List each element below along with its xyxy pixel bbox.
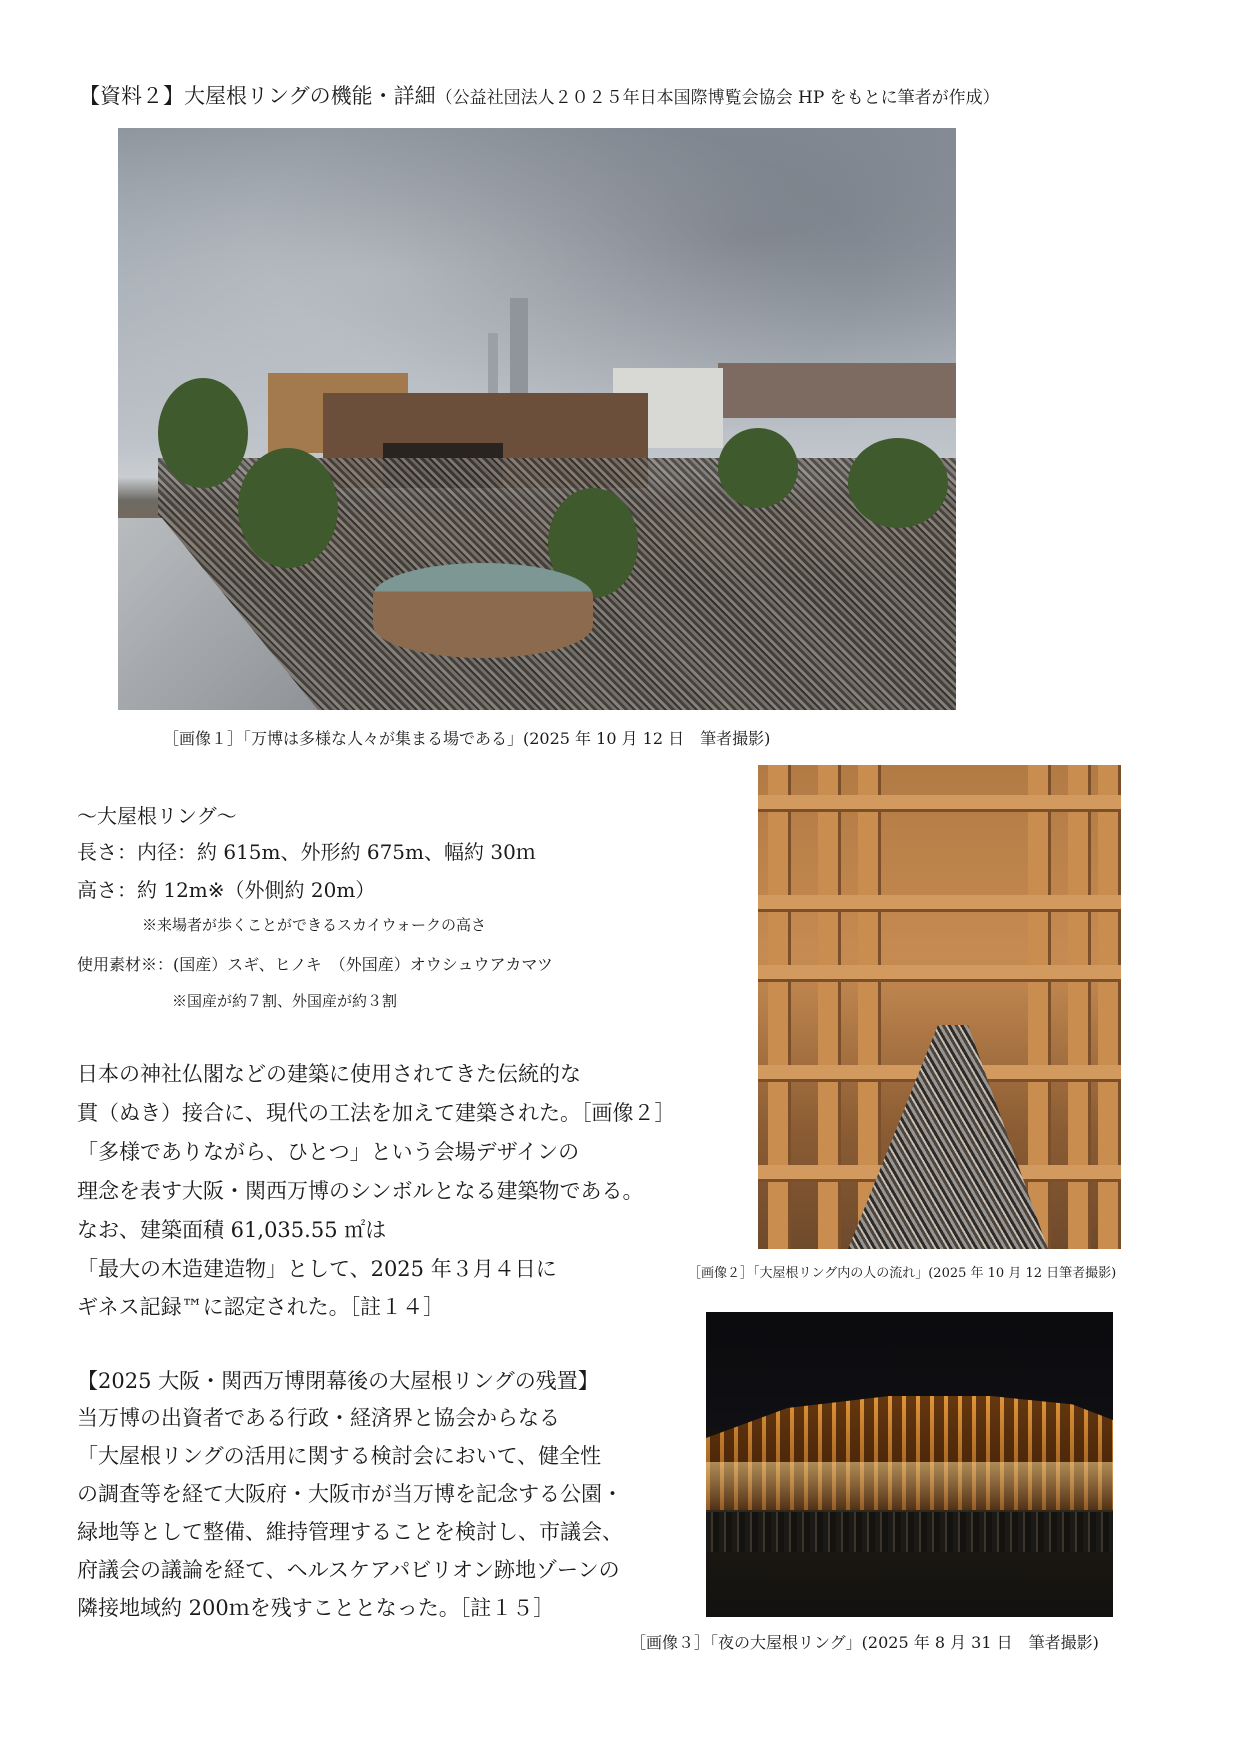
ring-materials: 使用素材※：(国産）スギ、ヒノキ （外国産）オウシュウアカマツ (77, 955, 553, 974)
body-line: 「多様でありながら、ひとつ」という会場デザインの (77, 1140, 580, 1164)
photo-ring-night (706, 1312, 1113, 1617)
section-line: 緑地等として整備、維持管理することを検討し、市議会、 (77, 1520, 623, 1544)
photo-ring-interior (758, 765, 1121, 1249)
photo-crowd-expo-site (118, 128, 956, 710)
photo-beam (758, 965, 1121, 979)
body-line: 日本の神社仏閣などの建築に使用されてきた伝統的な (77, 1062, 581, 1086)
ring-height-note: ※来場者が歩くことができるスカイウォークの高さ (142, 916, 486, 934)
body-line: ギネス記録™に認定された。［註１４］ (77, 1295, 445, 1319)
photo-tree (848, 438, 948, 528)
photo-people (706, 1512, 1113, 1552)
ring-length: 長さ：内径：約 615m、外形約 675m、幅約 30ｍ (77, 840, 536, 864)
photo-tree (238, 448, 338, 568)
photo-tree (718, 428, 798, 508)
photo-building (718, 363, 956, 418)
section-line: の調査等を経て大阪府・大阪市が当万博を記念する公園・ (77, 1482, 623, 1506)
photo-building (488, 333, 498, 398)
body-line: 貫（ぬき）接合に、現代の工法を加えて建築された。［画像２］ (77, 1101, 676, 1125)
body-line: 「最大の木造建造物」として、2025 年３月４日に (77, 1257, 557, 1281)
image3-caption: ［画像３］「夜の大屋根リング」(2025 年 8 月 31 日 筆者撮影) (630, 1633, 1099, 1652)
section-title: 【2025 大阪・関西万博閉幕後の大屋根リングの残置】 (77, 1369, 599, 1393)
section-line: 隣接地域約 200ｍを残すこととなった。［註１５］ (77, 1596, 555, 1620)
section-line: 府議会の議論を経て、ヘルスケアパビリオン跡地ゾーンの (77, 1558, 620, 1582)
page-heading (79, 80, 1000, 110)
heading-sub: （公益社団法人２０２５年日本国際博覧会協会 HP をもとに筆者が作成） (435, 88, 1000, 108)
heading-main: 【資料２】大屋根リングの機能・詳細 (79, 84, 436, 108)
photo-tower (510, 298, 528, 398)
body-line: なお、建築面積 61,035.55 ㎡は (77, 1218, 387, 1242)
ring-title: 〜大屋根リング〜 (77, 804, 237, 828)
image1-caption: ［画像１］「万博は多様な人々が集まる場である」(2025 年 10 月 12 日 筆者撮影) (163, 729, 771, 748)
photo-beam (758, 895, 1121, 909)
photo-crowd-walkway (848, 1025, 1048, 1249)
photo-tree (158, 378, 248, 488)
section-line: 当万博の出資者である行政・経済界と協会からなる (77, 1406, 560, 1430)
photo-beam (758, 795, 1121, 809)
ring-height: 高さ：約 12m※（外側約 20m） (77, 878, 376, 902)
photo-dome-pavilion (373, 563, 593, 658)
section-line: 「大屋根リングの活用に関する検討会において、健全性 (77, 1444, 602, 1468)
ring-materials-note: ※国産が約７割、外国産が約３割 (172, 992, 398, 1010)
image2-caption: ［画像２］「大屋根リング内の人の流れ」(2025 年 10 月 12 日筆者撮影) (688, 1266, 1117, 1281)
body-line: 理念を表す大阪・関西万博のシンボルとなる建築物である。 (77, 1179, 644, 1203)
